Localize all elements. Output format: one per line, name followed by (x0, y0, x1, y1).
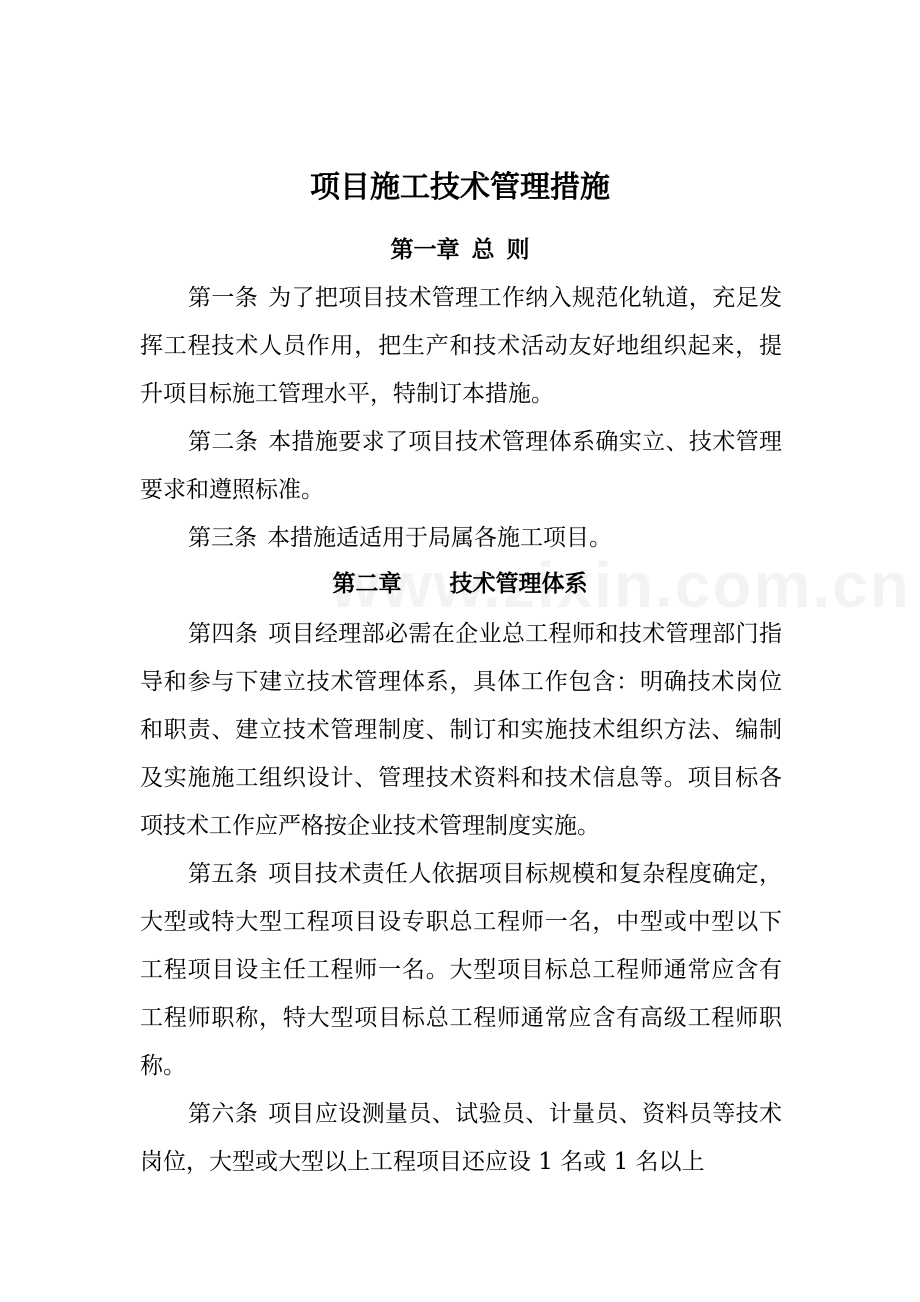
article-6-label: 第六条 (188, 1101, 259, 1127)
article-6 (140, 1090, 782, 1186)
chapter-1-number: 第一章 (390, 237, 460, 263)
article-2 (140, 418, 782, 514)
article-1 (140, 274, 782, 418)
article-4-label: 第四条 (188, 621, 259, 647)
article-5-text: 项目技术责任人依据项目标规模和复杂程度确定，大型或特大型工程项目设专职总工程师一名，中型或中型以下工程项目设主任工程师一名。大型项目标总工程师通常应含有工程师职称，特大型项目标总工程师通常应含有高级工程师职称。 (140, 861, 782, 1079)
document-title: 项目施工技术管理措施 (310, 170, 610, 205)
chapter-2-number: 第二章 (332, 571, 402, 597)
chapter-2-heading (0, 566, 920, 602)
article-3 (140, 514, 782, 562)
article-3-label: 第三条 (188, 525, 257, 551)
chapter-1-title-a: 总 (471, 237, 495, 263)
chapter-1-heading (0, 232, 920, 268)
chapter-1-title-b: 则 (506, 237, 530, 263)
article-1-label: 第一条 (188, 285, 259, 311)
article-4-text: 项目经理部必需在企业总工程师和技术管理部门指导和参与下建立技术管理体系，具体工作包含：明确技术岗位和职责、建立技术管理制度、制订和实施技术组织方法、编制及实施施工组织设计、管理技术资料和技术信息等。项目标各项技术工作应严格按企业技术管理制度实施。 (140, 621, 782, 839)
article-5-label: 第五条 (188, 861, 259, 887)
article-6-text: 项目应设测量员、试验员、计量员、资料员等技术岗位，大型或大型以上工程项目还应设 1 名或 1 名以上 (140, 1101, 782, 1175)
chapter-2-title: 技术管理体系 (449, 571, 588, 597)
article-1-text: 为了把项目技术管理工作纳入规范化轨道，充足发挥工程技术人员作用，把生产和技术活动友好地组织起来，提升项目标施工管理水平，特制订本措施。 (140, 285, 782, 407)
article-3-text: 本措施适适用于局属各施工项目。 (267, 525, 612, 551)
article-4 (140, 610, 782, 850)
article-5 (140, 850, 782, 1090)
article-2-text: 本措施要求了项目技术管理体系确实立、技术管理要求和遵照标准。 (140, 429, 782, 503)
article-2-label: 第二条 (188, 429, 259, 455)
